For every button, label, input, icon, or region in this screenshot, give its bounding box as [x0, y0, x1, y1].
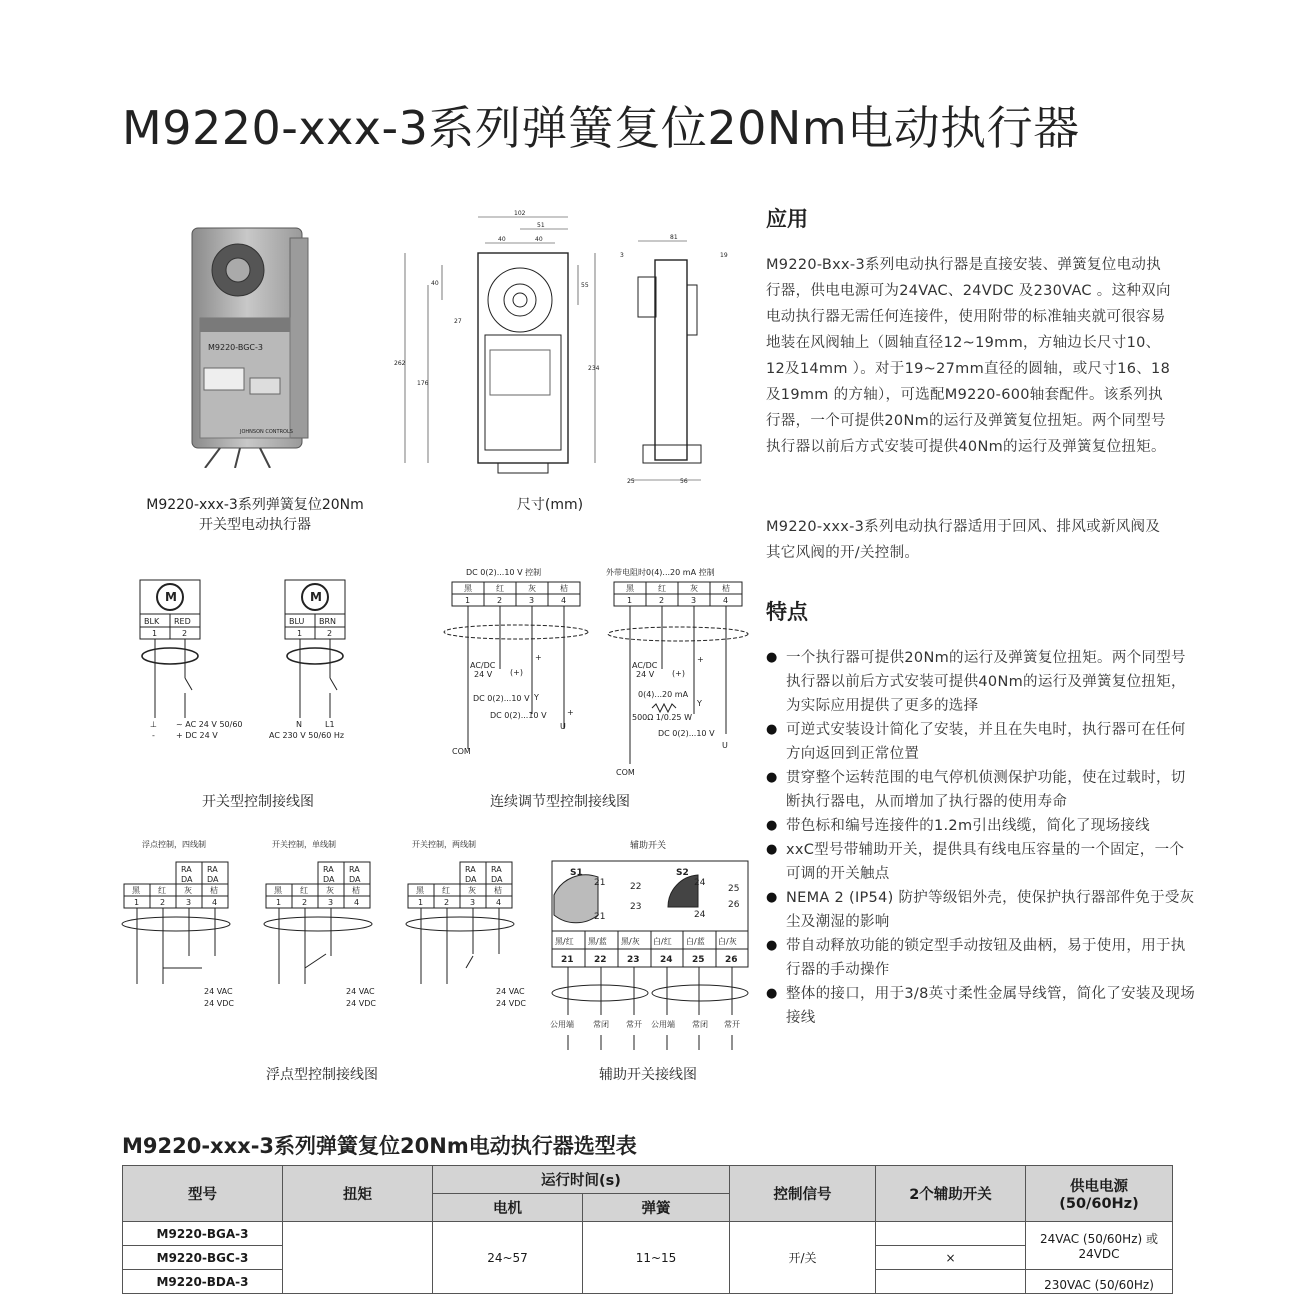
svg-text:黑: 黑 — [416, 886, 424, 895]
svg-text:白/蓝: 白/蓝 — [686, 937, 705, 946]
aux-header: 辅助开关 — [630, 841, 667, 851]
svg-text:常闭: 常闭 — [593, 1020, 609, 1029]
svg-text:-: - — [152, 731, 155, 740]
svg-text:Y: Y — [534, 693, 539, 702]
svg-text:DC 0(2)...10 V 控制: DC 0(2)...10 V 控制 — [466, 568, 542, 577]
svg-text:24 VDC: 24 VDC — [496, 999, 526, 1008]
svg-text:桔: 桔 — [494, 886, 502, 895]
feature-item: ● NEMA 2 (IP54) 防护等级铝外壳，使保护执行器部件免于受灰尘及潮湿的影响 — [766, 886, 1196, 934]
svg-text:27: 27 — [454, 318, 462, 325]
svg-text:黑: 黑 — [626, 584, 634, 593]
svg-text:1: 1 — [418, 898, 424, 907]
svg-text:2: 2 — [302, 898, 308, 907]
svg-text:桔: 桔 — [560, 584, 568, 593]
svg-text:DA: DA — [491, 875, 503, 884]
model-cell: M9220-BDA-3 — [123, 1270, 283, 1294]
svg-text:DA: DA — [465, 875, 477, 884]
svg-text:40: 40 — [535, 236, 543, 243]
header-torque: 扭矩 — [283, 1166, 433, 1222]
svg-text:+ DC 24 V: + DC 24 V — [176, 731, 218, 740]
svg-text:COM: COM — [616, 768, 635, 777]
svg-text:2: 2 — [327, 629, 333, 638]
svg-text:26: 26 — [728, 900, 740, 910]
feature-item: ● 可逆式安装设计简化了安装，并且在失电时，执行器可在任何方向返回到正常位置 — [766, 718, 1196, 766]
svg-text:红: 红 — [158, 886, 166, 895]
photo-caption-line2: 开关型电动执行器 — [199, 517, 311, 533]
application-heading: 应用 — [766, 207, 808, 231]
svg-text:U: U — [560, 722, 566, 731]
modulating-wiring-caption: 连续调节型控制接线图 — [490, 794, 630, 810]
header-aux: 2个辅助开关 — [876, 1166, 1026, 1222]
svg-text:灰: 灰 — [468, 886, 476, 895]
svg-text:25: 25 — [627, 478, 635, 485]
torque-cell — [283, 1222, 433, 1294]
svg-text:1: 1 — [297, 629, 303, 638]
svg-text:40: 40 — [498, 236, 506, 243]
svg-text:3: 3 — [620, 252, 624, 259]
svg-text:浮点控制，四线制: 浮点控制，四线制 — [142, 840, 206, 849]
svg-text:RA: RA — [491, 865, 502, 874]
svg-text:24: 24 — [694, 878, 706, 888]
svg-text:COM: COM — [452, 747, 471, 756]
power-cell — [1026, 1222, 1173, 1270]
svg-text:黑: 黑 — [274, 886, 282, 895]
page-title: M9220-xxx-3系列弹簧复位20Nm电动执行器 — [122, 101, 1080, 155]
svg-text:M: M — [310, 590, 322, 604]
header-motor: 电机 — [433, 1194, 583, 1222]
svg-text:灰: 灰 — [528, 584, 536, 593]
svg-text:24 VAC: 24 VAC — [346, 987, 375, 996]
svg-text:81: 81 — [670, 234, 678, 241]
svg-text:51: 51 — [537, 222, 545, 229]
svg-text:2: 2 — [444, 898, 450, 907]
svg-text:25: 25 — [728, 884, 740, 894]
svg-text:RA: RA — [323, 865, 334, 874]
svg-text:M9220-BGC-3: M9220-BGC-3 — [208, 343, 263, 352]
svg-text:24: 24 — [660, 955, 673, 965]
svg-text:(+): (+) — [672, 669, 685, 678]
svg-text:1: 1 — [465, 596, 471, 605]
svg-text:桔: 桔 — [352, 886, 360, 895]
svg-text:黑: 黑 — [132, 886, 140, 895]
model-cell: M9220-BGA-3 — [123, 1222, 283, 1246]
svg-text:~ AC 24 V 50/60: ~ AC 24 V 50/60 — [176, 720, 243, 729]
feature-item: ● 带自动释放功能的锁定型手动按钮及曲柄，易于使用，用于执行器的手动操作 — [766, 934, 1196, 982]
feature-item: ● 带色标和编号连接件的1.2m引出线缆，简化了现场接线 — [766, 814, 1196, 838]
svg-text:DC 0(2)...10 V: DC 0(2)...10 V — [658, 729, 715, 738]
svg-text:AC 230 V 50/60 Hz: AC 230 V 50/60 Hz — [269, 731, 345, 740]
svg-text:AC/DC: AC/DC — [632, 661, 658, 670]
svg-text:40: 40 — [431, 280, 439, 287]
svg-text:红: 红 — [496, 584, 504, 593]
svg-text:桔: 桔 — [210, 886, 218, 895]
selection-table — [122, 1165, 1173, 1294]
header-spring: 弹簧 — [583, 1194, 730, 1222]
svg-text:+: + — [697, 655, 704, 664]
svg-text:24 V: 24 V — [636, 670, 655, 679]
svg-text:黑/灰: 黑/灰 — [621, 937, 640, 946]
svg-text:红: 红 — [658, 584, 666, 593]
svg-text:21: 21 — [594, 912, 606, 922]
aux-wiring-caption: 辅助开关接线图 — [599, 1067, 697, 1083]
svg-text:S2: S2 — [676, 868, 689, 878]
actuator-photo — [180, 218, 320, 468]
power-cell: 230VAC (50/60Hz) — [1026, 1270, 1173, 1294]
svg-text:2: 2 — [659, 596, 665, 605]
svg-text:4: 4 — [212, 898, 218, 907]
svg-text:22: 22 — [630, 882, 642, 892]
spring-time-cell: 11~15 — [583, 1222, 730, 1294]
svg-text:2: 2 — [160, 898, 166, 907]
svg-text:24 VAC: 24 VAC — [496, 987, 525, 996]
svg-text:DA: DA — [207, 875, 219, 884]
onoff-wiring-left — [130, 578, 270, 748]
modulating-wiring-left — [440, 564, 610, 774]
svg-text:3: 3 — [328, 898, 334, 907]
svg-text:1: 1 — [276, 898, 282, 907]
svg-text:开关控制，两线制: 开关控制，两线制 — [412, 840, 476, 849]
header-model: 型号 — [123, 1166, 283, 1222]
svg-text:3: 3 — [529, 596, 535, 605]
svg-text:DA: DA — [181, 875, 193, 884]
dimension-caption: 尺寸(mm) — [516, 497, 584, 513]
aux-cell: × — [876, 1246, 1026, 1270]
feature-item: ● 一个执行器可提供20Nm的运行及弹簧复位扭矩。两个同型号执行器以前后方式安装可提供40Nm的运行及弹簧复位扭矩，为实际应用提供了更多的选择 — [766, 646, 1196, 718]
signal-cell: 开/关 — [730, 1222, 876, 1294]
svg-text:L1: L1 — [325, 720, 335, 729]
svg-text:21: 21 — [594, 878, 606, 888]
svg-text:RED: RED — [174, 617, 191, 626]
features-list — [746, 646, 1196, 1030]
dimension-drawing — [390, 205, 750, 490]
svg-text:22: 22 — [594, 955, 607, 965]
modulating-wiring-right — [600, 564, 760, 784]
svg-text:2: 2 — [497, 596, 503, 605]
power-cell-line1: 24VAC (50/60Hz) 或 — [1040, 1232, 1158, 1246]
svg-text:24 VDC: 24 VDC — [204, 999, 234, 1008]
svg-text:24 VDC: 24 VDC — [346, 999, 376, 1008]
svg-text:1: 1 — [134, 898, 140, 907]
svg-text:DA: DA — [323, 875, 335, 884]
svg-text:+: + — [535, 653, 542, 662]
svg-text:M: M — [165, 590, 177, 604]
svg-text:⊥: ⊥ — [150, 720, 157, 729]
svg-text:开关控制，单线制: 开关控制，单线制 — [272, 840, 336, 849]
svg-text:红: 红 — [442, 886, 450, 895]
svg-text:24 VAC: 24 VAC — [204, 987, 233, 996]
svg-text:26: 26 — [725, 955, 738, 965]
svg-text:21: 21 — [561, 955, 574, 965]
svg-text:262: 262 — [394, 360, 406, 367]
selection-table-title: M9220-xxx-3系列弹簧复位20Nm电动执行器选型表 — [122, 1134, 637, 1158]
features-heading: 特点 — [766, 600, 808, 624]
svg-text:公用端: 公用端 — [550, 1020, 574, 1029]
svg-text:DC 0(2)...10 V: DC 0(2)...10 V — [490, 711, 547, 720]
aux-cell — [876, 1222, 1026, 1246]
svg-text:红: 红 — [300, 886, 308, 895]
header-signal: 控制信号 — [730, 1166, 876, 1222]
svg-text:桔: 桔 — [722, 584, 730, 593]
svg-text:DC 0(2)...10 V: DC 0(2)...10 V — [473, 694, 530, 703]
svg-text:公用端: 公用端 — [651, 1020, 675, 1029]
svg-text:56: 56 — [680, 478, 688, 485]
application-paragraph-1: M9220-Bxx-3系列电动执行器是直接安装、弹簧复位电动执行器，供电电源可为24VAC、24VDC 及230VAC 。这种双向电动执行器无需任何连接件，使用附带的标准轴夹就可很容易地装在风阀轴上（圆轴直径12~19mm，方轴边长尺寸10、12及14mm ）。对于19~27mm直径的圆轴，或尺寸16、18及19mm 的方轴），可选配M9220-600轴套配件。该系列执行器，一个可提供20Nm的运行及弹簧复位扭矩。两个同型号执行器以前后方式安装可提供40Nm的运行及弹簧复位扭矩。 — [766, 257, 1171, 455]
svg-text:常闭: 常闭 — [692, 1020, 708, 1029]
svg-text:常开: 常开 — [724, 1020, 740, 1029]
svg-text:23: 23 — [627, 955, 640, 965]
svg-text:Y: Y — [697, 699, 702, 708]
svg-text:RA: RA — [207, 865, 218, 874]
floating-wiring-3 — [404, 836, 544, 1016]
header-runtime: 运行时间(s) — [433, 1166, 730, 1194]
svg-text:黑/蓝: 黑/蓝 — [588, 937, 607, 946]
svg-text:102: 102 — [514, 210, 526, 217]
svg-text:3: 3 — [691, 596, 697, 605]
svg-text:JOHNSON CONTROLS: JOHNSON CONTROLS — [240, 429, 293, 435]
application-paragraph-2: M9220-xxx-3系列电动执行器适用于回风、排风或新风阀及其它风阀的开/关控制。 — [766, 519, 1161, 561]
svg-text:1: 1 — [152, 629, 158, 638]
header-power-line2: (50/60Hz) — [1059, 1196, 1139, 1212]
table-row — [123, 1222, 1173, 1246]
svg-text:RA: RA — [465, 865, 476, 874]
feature-item: ● 整体的接口，用于3/8英寸柔性金属导线管，简化了安装及现场接线 — [766, 982, 1196, 1030]
svg-text:(+): (+) — [510, 668, 523, 677]
model-cell: M9220-BGC-3 — [123, 1246, 283, 1270]
svg-text:500Ω 1/0.25 W: 500Ω 1/0.25 W — [632, 713, 692, 722]
floating-wiring-caption: 浮点型控制接线图 — [266, 1067, 378, 1083]
svg-text:U: U — [722, 741, 728, 750]
svg-text:DA: DA — [349, 875, 361, 884]
header-power-line1: 供电电源 — [1070, 1179, 1128, 1195]
svg-text:3: 3 — [470, 898, 476, 907]
svg-text:黑/红: 黑/红 — [555, 937, 574, 946]
feature-item: ● 贯穿整个运转范围的电气停机侦测保护功能，使在过载时，切断执行器电，从而增加了执行器的使用寿命 — [766, 766, 1196, 814]
svg-text:19: 19 — [720, 252, 728, 259]
header-power — [1026, 1166, 1173, 1222]
floating-wiring-1 — [120, 836, 260, 1016]
svg-text:+: + — [567, 708, 574, 717]
svg-text:RA: RA — [181, 865, 192, 874]
svg-text:4: 4 — [354, 898, 360, 907]
svg-text:55: 55 — [581, 282, 589, 289]
svg-text:176: 176 — [417, 380, 429, 387]
svg-text:白/灰: 白/灰 — [718, 937, 737, 946]
svg-text:3: 3 — [186, 898, 192, 907]
svg-text:BLU: BLU — [289, 617, 305, 626]
aux-cell — [876, 1270, 1026, 1294]
svg-text:23: 23 — [630, 902, 642, 912]
svg-text:BLK: BLK — [144, 617, 160, 626]
power-cell-line2: 24VDC — [1078, 1247, 1120, 1261]
svg-text:1: 1 — [627, 596, 633, 605]
svg-text:RA: RA — [349, 865, 360, 874]
svg-text:0(4)...20 mA: 0(4)...20 mA — [638, 690, 689, 699]
feature-item: ● xxC型号带辅助开关，提供具有线电压容量的一个固定，一个可调的开关触点 — [766, 838, 1196, 886]
svg-text:灰: 灰 — [690, 584, 698, 593]
svg-text:24 V: 24 V — [474, 670, 493, 679]
svg-text:AC/DC: AC/DC — [470, 661, 496, 670]
svg-text:白/红: 白/红 — [653, 937, 672, 946]
onoff-wiring-right — [265, 578, 405, 748]
svg-text:BRN: BRN — [319, 617, 337, 626]
onoff-wiring-caption: 开关型控制接线图 — [202, 794, 314, 810]
svg-text:灰: 灰 — [326, 886, 334, 895]
svg-text:4: 4 — [723, 596, 729, 605]
svg-text:外带电阻时0(4)...20 mA 控制: 外带电阻时0(4)...20 mA 控制 — [606, 568, 715, 577]
svg-text:黑: 黑 — [464, 584, 472, 593]
svg-text:24: 24 — [694, 910, 706, 920]
photo-caption-line1: M9220-xxx-3系列弹簧复位20Nm — [146, 497, 364, 513]
svg-text:4: 4 — [561, 596, 567, 605]
svg-text:S1: S1 — [570, 868, 583, 878]
svg-text:N: N — [296, 720, 302, 729]
svg-text:2: 2 — [182, 629, 188, 638]
svg-text:4: 4 — [496, 898, 502, 907]
svg-text:灰: 灰 — [184, 886, 192, 895]
svg-text:常开: 常开 — [626, 1020, 642, 1029]
svg-text:234: 234 — [588, 365, 600, 372]
svg-text:25: 25 — [692, 955, 705, 965]
motor-time-cell: 24~57 — [433, 1222, 583, 1294]
aux-switch-diagram — [548, 855, 753, 1055]
floating-wiring-2 — [262, 836, 402, 1016]
